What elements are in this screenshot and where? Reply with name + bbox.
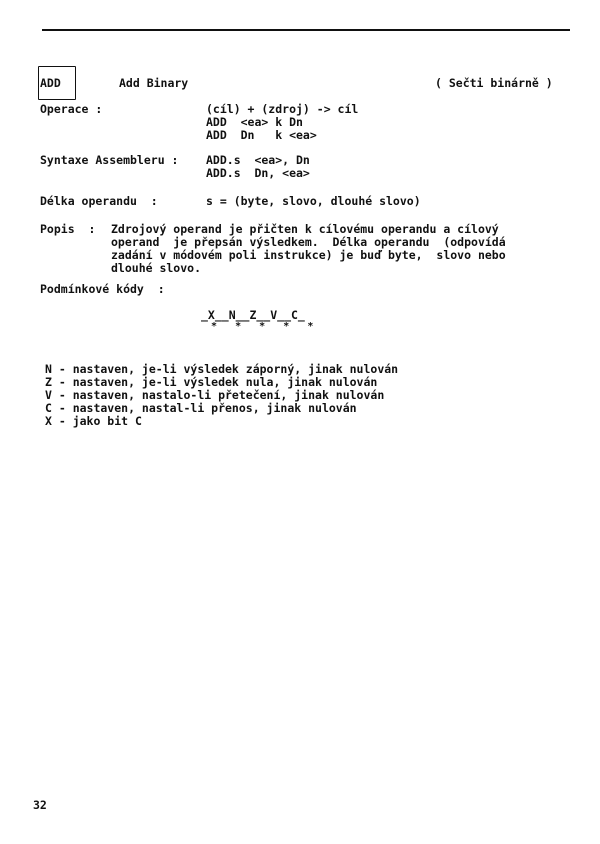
syntax-line: ADD.s <ea>, Dn bbox=[206, 153, 310, 167]
flag-description: Z - nastaven, je-li výsledek nula, jinak nulován bbox=[45, 375, 378, 389]
description-label: Popis : bbox=[40, 222, 96, 236]
syntax-label: Syntaxe Assembleru : bbox=[40, 153, 179, 167]
flag-description: C - nastaven, nastal-li přenos, jinak nulován bbox=[45, 401, 357, 415]
syntax-line: ADD.s Dn, <ea> bbox=[206, 166, 310, 180]
description-line: zadání v módovém poli instrukce) je buď byte, slovo nebo bbox=[111, 248, 506, 262]
operation-line: ADD Dn k <ea> bbox=[206, 128, 317, 142]
condition-codes-label: Podmínkové kódy : bbox=[40, 282, 165, 296]
flag-description: N - nastaven, je-li výsledek záporný, jinak nulován bbox=[45, 362, 399, 376]
description-line: dlouhé slovo. bbox=[111, 261, 202, 275]
description-line: Zdrojový operand je přičten k cílovému operandu a cílový bbox=[111, 222, 499, 236]
operand-length-value: s = (byte, slovo, dlouhé slovo) bbox=[206, 194, 421, 208]
condition-flags-stars: * * * * * bbox=[211, 321, 314, 332]
description-line: operand je přepsán výsledkem. Délka operandu (odpovídá bbox=[111, 235, 506, 249]
instruction-czech-name: ( Sečti binárně ) bbox=[435, 76, 553, 90]
instruction-mnemonic: ADD bbox=[40, 76, 61, 90]
flag-description: V - nastaven, nastalo-li přetečení, jinak nulován bbox=[45, 388, 385, 402]
operation-line: ADD <ea> k Dn bbox=[206, 115, 303, 129]
page-number: 32 bbox=[33, 798, 47, 812]
flag-description: X - jako bit C bbox=[45, 414, 142, 428]
operation-line: (cíl) + (zdroj) -> cíl bbox=[206, 102, 359, 116]
operation-label: Operace : bbox=[40, 102, 103, 116]
condition-flags-line: _X__N__Z__V__C_ bbox=[201, 308, 305, 322]
top-rule bbox=[42, 29, 570, 31]
instruction-name: Add Binary bbox=[119, 76, 189, 90]
operand-length-label: Délka operandu : bbox=[40, 194, 158, 208]
